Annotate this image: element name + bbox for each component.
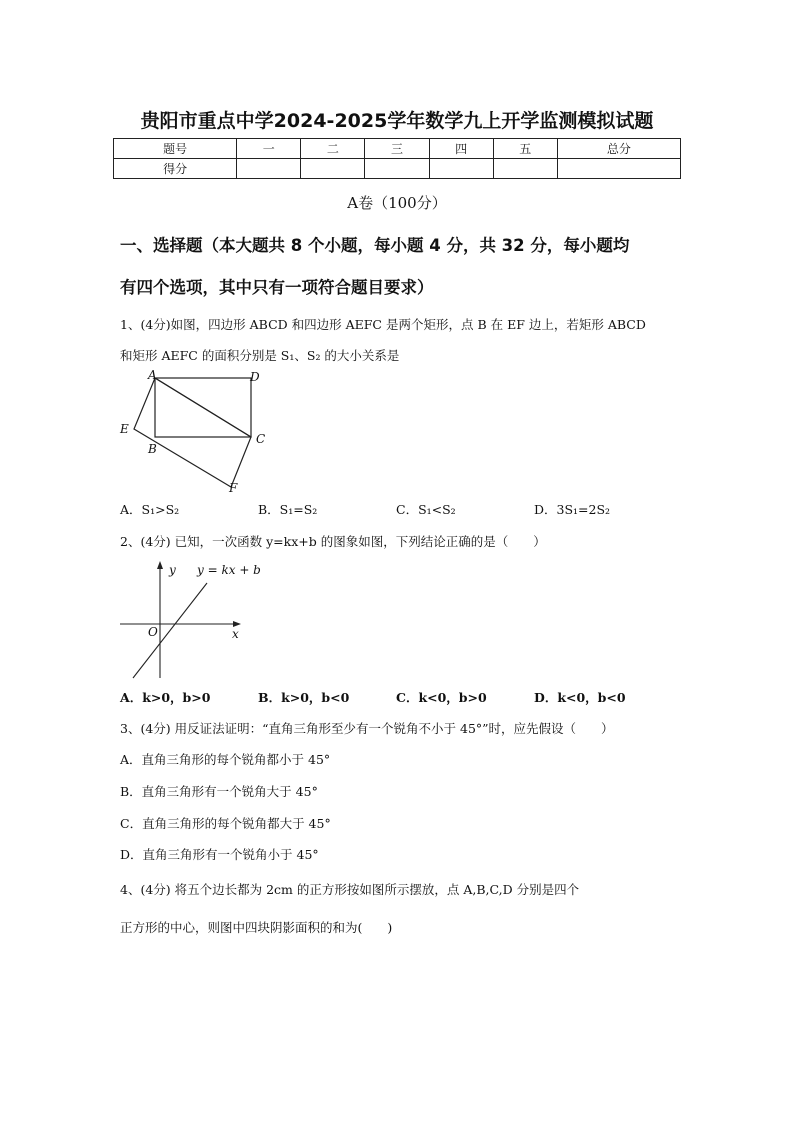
q3-option-c: C．直角三角形的每个锐角都大于 45° xyxy=(120,816,331,831)
rectangle-aefc xyxy=(134,378,251,487)
q1-option-d: D．3S₁=2S₂ xyxy=(534,502,611,517)
score-cell xyxy=(493,159,557,179)
score-header-cell: 二 xyxy=(301,139,365,159)
exam-title: 贵阳市重点中学2024-2025学年数学九上开学监测模拟试题 xyxy=(140,110,654,132)
score-cell xyxy=(557,159,680,179)
q2-linear-function-graph xyxy=(115,558,261,683)
q1-rectangle-figure xyxy=(110,365,280,495)
score-header-cell: 三 xyxy=(365,139,429,159)
label-y: y xyxy=(169,563,176,577)
function-line xyxy=(133,583,207,678)
label-function: y = kx + b xyxy=(197,563,261,577)
score-cell xyxy=(429,159,493,179)
q2-text: 2、(4分) 已知，一次函数 y=kx+b 的图象如图，下列结论正确的是（ ） xyxy=(120,534,546,549)
q2-option-c: C．k<0，b>0 xyxy=(396,690,487,705)
q4-text-line1: 4、(4分) 将五个边长都为 2cm 的正方形按如图所示摆放，点 A,B,C,D 分别是四个 xyxy=(120,882,580,897)
diagonal-ac xyxy=(155,378,251,437)
q1-text-line2: 和矩形 AEFC 的面积分别是 S₁、S₂ 的大小关系是 xyxy=(120,348,400,363)
label-b: B xyxy=(148,442,157,456)
score-cell xyxy=(301,159,365,179)
score-table xyxy=(113,138,681,179)
q1-text-line1: 1、(4分)如图，四边形 ABCD 和四边形 AEFC 是两个矩形，点 B 在 EF 边上，若矩形 ABCD xyxy=(120,317,646,332)
q4-text-line2: 正方形的中心，则图中四块阴影面积的和为( ) xyxy=(120,920,393,935)
score-header-cell: 一 xyxy=(237,139,301,159)
label-e: E xyxy=(120,422,129,436)
q1-option-c: C．S₁<S₂ xyxy=(396,502,456,517)
label-x: x xyxy=(232,627,239,641)
score-table-score-row xyxy=(114,159,681,179)
q3-option-d: D．直角三角形有一个锐角小于 45° xyxy=(120,847,319,862)
section-heading-line2: 有四个选项，其中只有一项符合题目要求） xyxy=(120,278,434,297)
section-heading-line1: 一、选择题（本大题共 8 个小题，每小题 4 分，共 32 分，每小题均 xyxy=(120,236,630,255)
score-header-cell: 五 xyxy=(493,139,557,159)
label-origin: O xyxy=(148,625,158,639)
score-row-label: 得分 xyxy=(114,159,237,179)
score-cell xyxy=(365,159,429,179)
label-a: A xyxy=(148,368,157,382)
q3-text: 3、(4分) 用反证法证明：“直角三角形至少有一个锐角不小于 45°”时，应先假设（ ） xyxy=(120,721,614,736)
label-f: F xyxy=(229,481,238,495)
q2-option-a: A．k>0，b>0 xyxy=(120,690,211,705)
score-header-cell: 总分 xyxy=(557,139,680,159)
q3-option-b: B．直角三角形有一个锐角大于 45° xyxy=(120,784,318,799)
q2-option-d: D．k<0，b<0 xyxy=(534,690,626,705)
q2-option-b: B．k>0，b<0 xyxy=(258,690,350,705)
y-axis-arrow xyxy=(157,561,163,569)
score-header-cell: 题号 xyxy=(114,139,237,159)
label-c: C xyxy=(256,432,266,446)
score-table-header-row xyxy=(114,139,681,159)
paper-label: A卷（100分） xyxy=(347,194,447,212)
label-d: D xyxy=(250,370,260,384)
score-cell xyxy=(237,159,301,179)
q1-option-b: B．S₁=S₂ xyxy=(258,502,318,517)
score-header-cell: 四 xyxy=(429,139,493,159)
q1-option-a: A．S₁>S₂ xyxy=(120,502,180,517)
q3-option-a: A．直角三角形的每个锐角都小于 45° xyxy=(120,752,331,767)
